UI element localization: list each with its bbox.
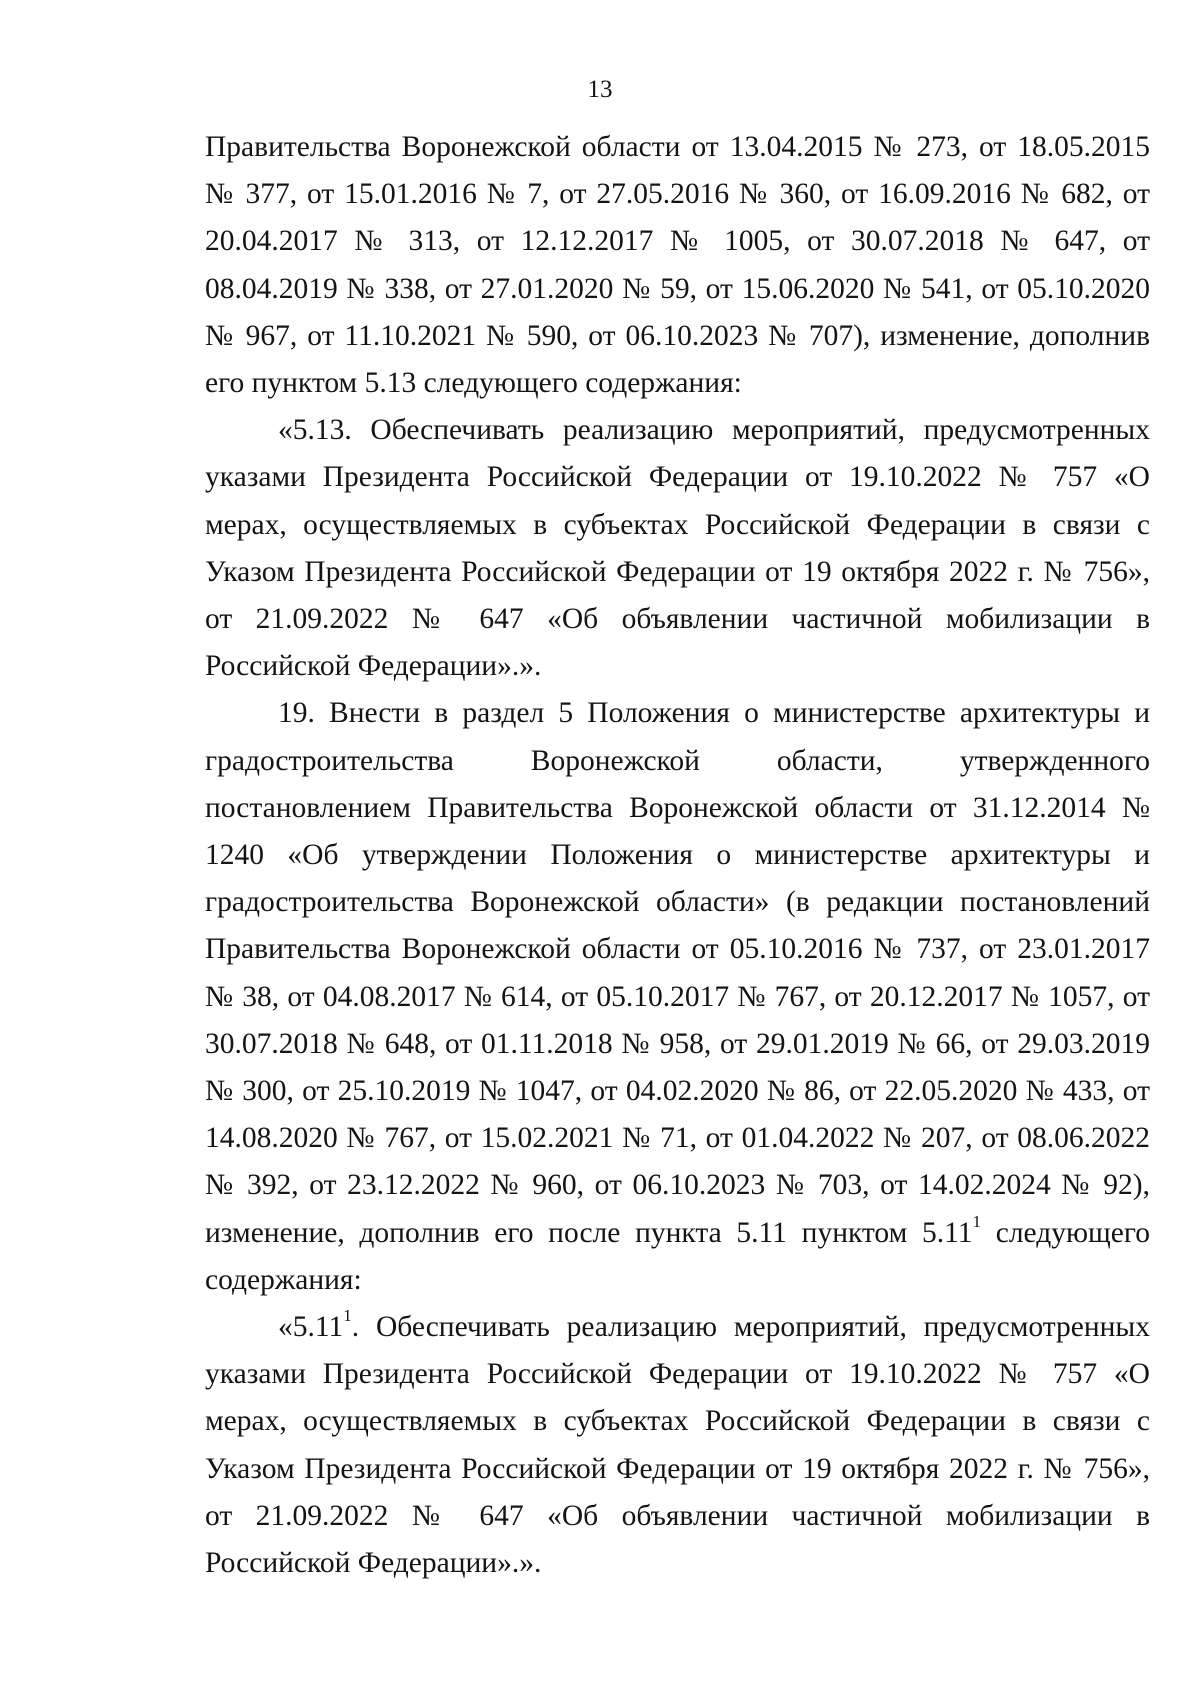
paragraph-item-19	[205, 690, 1150, 1304]
superscript-1: 1	[972, 1211, 982, 1231]
paragraph-amendment-list-end: Правительства Воронежской области от 13.04.2015 № 273, от 18.05.2015 № 377, от 15.01.2016 № 7, от 27.05.2016 № 360, от 16.09.2016 № 682, от 20.04.2017 № 313, от 12.12.2017 № 1005, от 30.07.2018 № 647, от 08.04.2019 № 338, от 27.01.2020 № 59, от 15.06.2020 № 541, от 05.10.2020 № 967, от 11.10.2021 № 590, от 06.10.2023 № 707), изменение, дополнив его пунктом 5.13 следующего содержания:	[205, 131, 1150, 400]
document-body	[205, 124, 1150, 1587]
paragraph-quoted-item-5-13: «5.13. Обеспечивать реализацию мероприятий, предусмотренных указами Президента Российской Федерации от 19.10.2022 № 757 «О мерах, осуществляемых в субъектах Российской Федерации в связи с Указом Президента Российской Федерации от 19 октября 2022 г. № 756», от 21.09.2022 № 647 «Об объявлении частичной мобилизации в Российской Федерации».».	[205, 414, 1150, 683]
paragraph-item-19-text: 19. Внести в раздел 5 Положения о министерстве архитектуры и градостроительства Воронежской области, утвержденного постановлением Правительства Воронежской области от 31.12.2014 № 1240 «Об утверждении Положения о министерстве архитектуры и градостроительства Воронежской области» (в редакции постановлений Правительства Воронежской области от 05.10.2016 № 737, от 23.01.2017 № 38, от 04.08.2017 № 614, от 05.10.2017 № 767, от 20.12.2017 № 1057, от 30.07.2018 № 648, от 01.11.2018 № 958, от 29.01.2019 № 66, от 29.03.2019 № 300, от 25.10.2019 № 1047, от 04.02.2020 № 86, от 22.05.2020 № 433, от 14.08.2020 № 767, от 15.02.2021 № 71, от 01.04.2022 № 207, от 08.06.2022 № 392, от 23.12.2022 № 960, от 06.10.2023 № 703, от 14.02.2024 № 92), изменение, дополнив его после пункта 5.11	[205, 697, 1150, 1249]
paragraph-quoted-item-5-11-1: «5.11$^1$. Обеспечивать реализацию мероприятий, предусмотренных указами Президента Российской Федерации от 19.10.2022 № 757 «О мерах, осуществляемых в субъектах Российской Федерации в связи с Указом Президента Российской Федерации от 19 октября 2022 г. № 756», от 21.09.2022 № 647 «Об объявлении частичной мобилизации в Российской Федерации».».	[205, 1306, 1150, 1580]
superscript-1: 1	[343, 1306, 352, 1326]
paragraph-item-19-tail: пунктом 5.11$^1$ следующего содержания:	[205, 1211, 1150, 1296]
page-number: 13	[587, 76, 613, 103]
